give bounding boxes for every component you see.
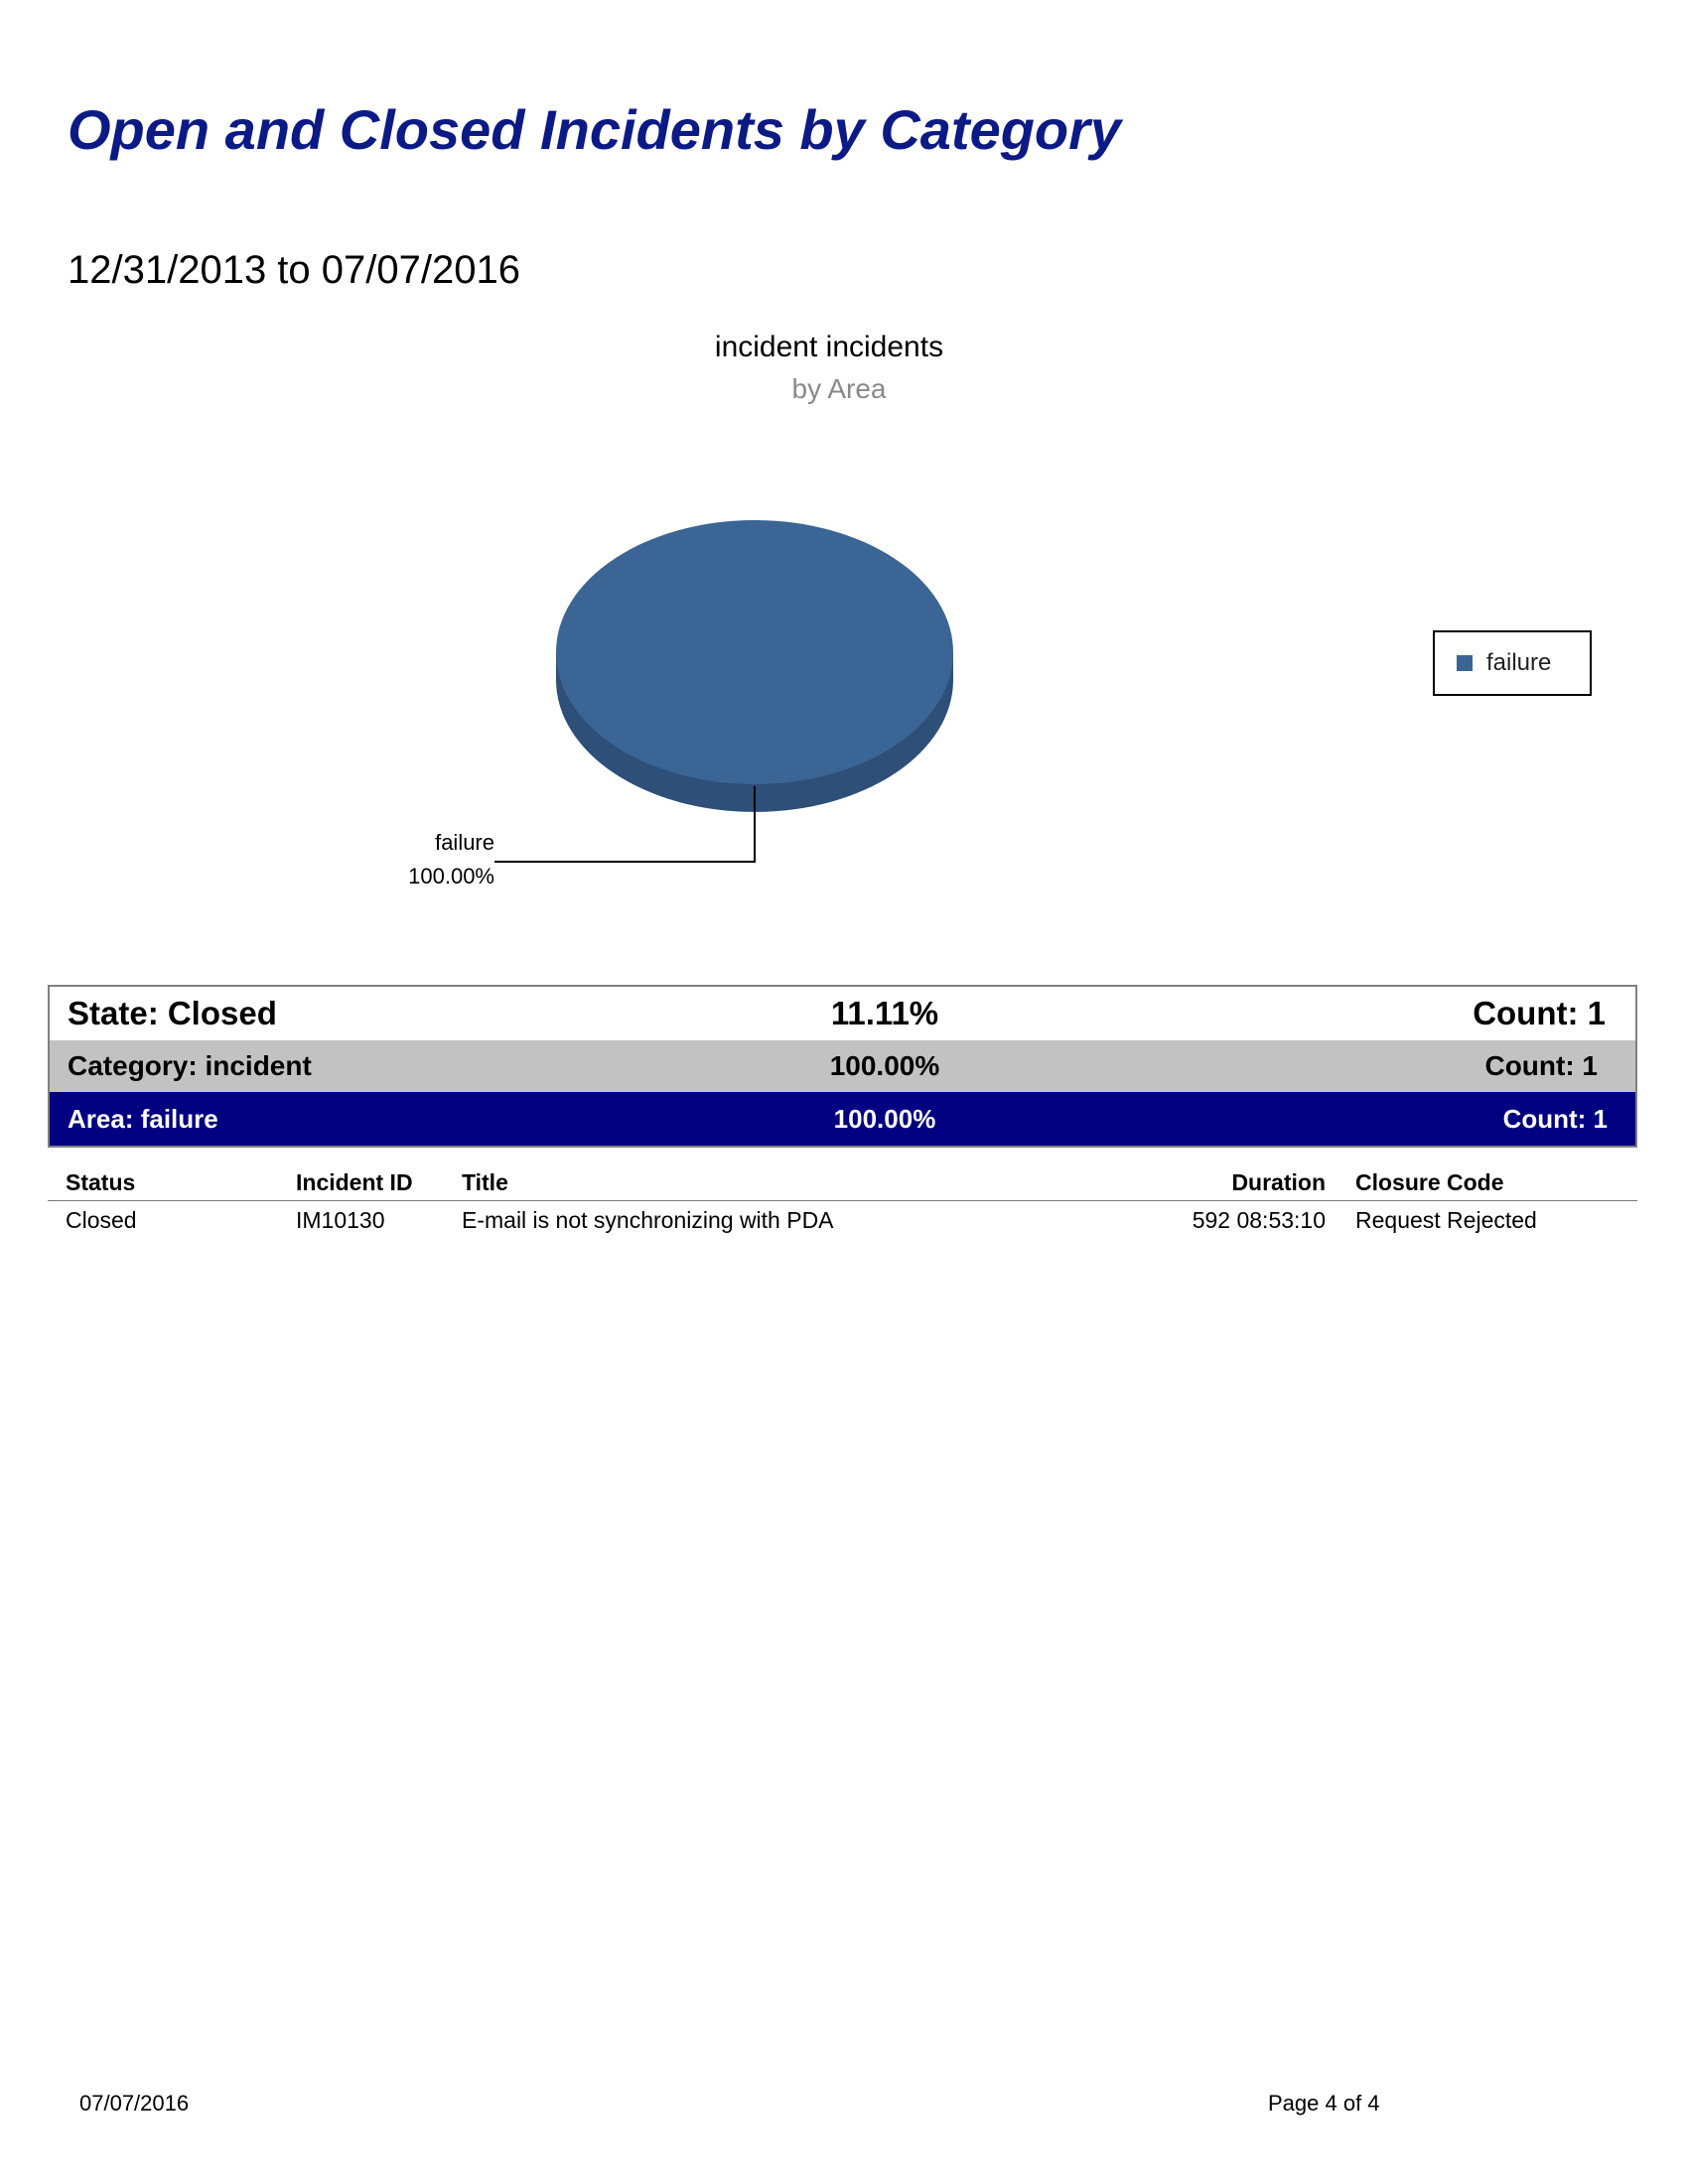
pie-slice-failure: [556, 520, 953, 784]
area-count: Count: 1: [1502, 1103, 1608, 1134]
cell-incident-id: IM10130: [296, 1207, 385, 1233]
header-title: Title: [462, 1163, 1157, 1201]
category-count: Count: 1: [1484, 1050, 1598, 1081]
area-group-row: [50, 1092, 1635, 1146]
report-title: Open and Closed Incidents by Category: [68, 98, 1122, 161]
table-header-row: [48, 1163, 1637, 1201]
category-group-row: [50, 1040, 1635, 1092]
area-label: Area: failure: [68, 1103, 218, 1134]
area-percent: 100.00%: [833, 1103, 936, 1134]
header-incident-id: Incident ID: [296, 1163, 462, 1201]
footer-date: 07/07/2016: [79, 2091, 190, 2116]
cell-duration: 592 08:53:10: [1192, 1207, 1326, 1233]
header-duration: Duration: [1157, 1163, 1355, 1201]
cell-title: E-mail is not synchronizing with PDA: [462, 1207, 834, 1233]
chart-legend: [1433, 630, 1592, 696]
legend-swatch-failure: [1457, 655, 1473, 671]
category-percent: 100.00%: [829, 1050, 940, 1081]
footer-page-number: Page 4 of 4: [1268, 2091, 1380, 2116]
cell-closure-code: Request Rejected: [1355, 1207, 1537, 1233]
state-count: Count: 1: [1473, 995, 1606, 1031]
state-group-row: [50, 987, 1635, 1040]
chart-subtitle: by Area: [791, 373, 887, 404]
data-label-name: failure: [435, 830, 494, 855]
table-row[interactable]: [48, 1201, 1637, 1235]
data-label-percent: 100.00%: [408, 864, 494, 888]
legend-label-failure: failure: [1486, 649, 1552, 676]
category-label: Category: incident: [68, 1050, 312, 1081]
cell-status: Closed: [66, 1207, 137, 1233]
group-summary: [48, 985, 1637, 1148]
state-label: State: Closed: [68, 995, 277, 1031]
date-range: 12/31/2013 to 07/07/2016: [68, 248, 520, 292]
state-percent: 11.11%: [830, 995, 939, 1031]
chart-title: incident incidents: [714, 331, 944, 363]
incident-table: [48, 1163, 1637, 1234]
header-closure-code: Closure Code: [1355, 1163, 1637, 1201]
header-status: Status: [48, 1163, 296, 1201]
